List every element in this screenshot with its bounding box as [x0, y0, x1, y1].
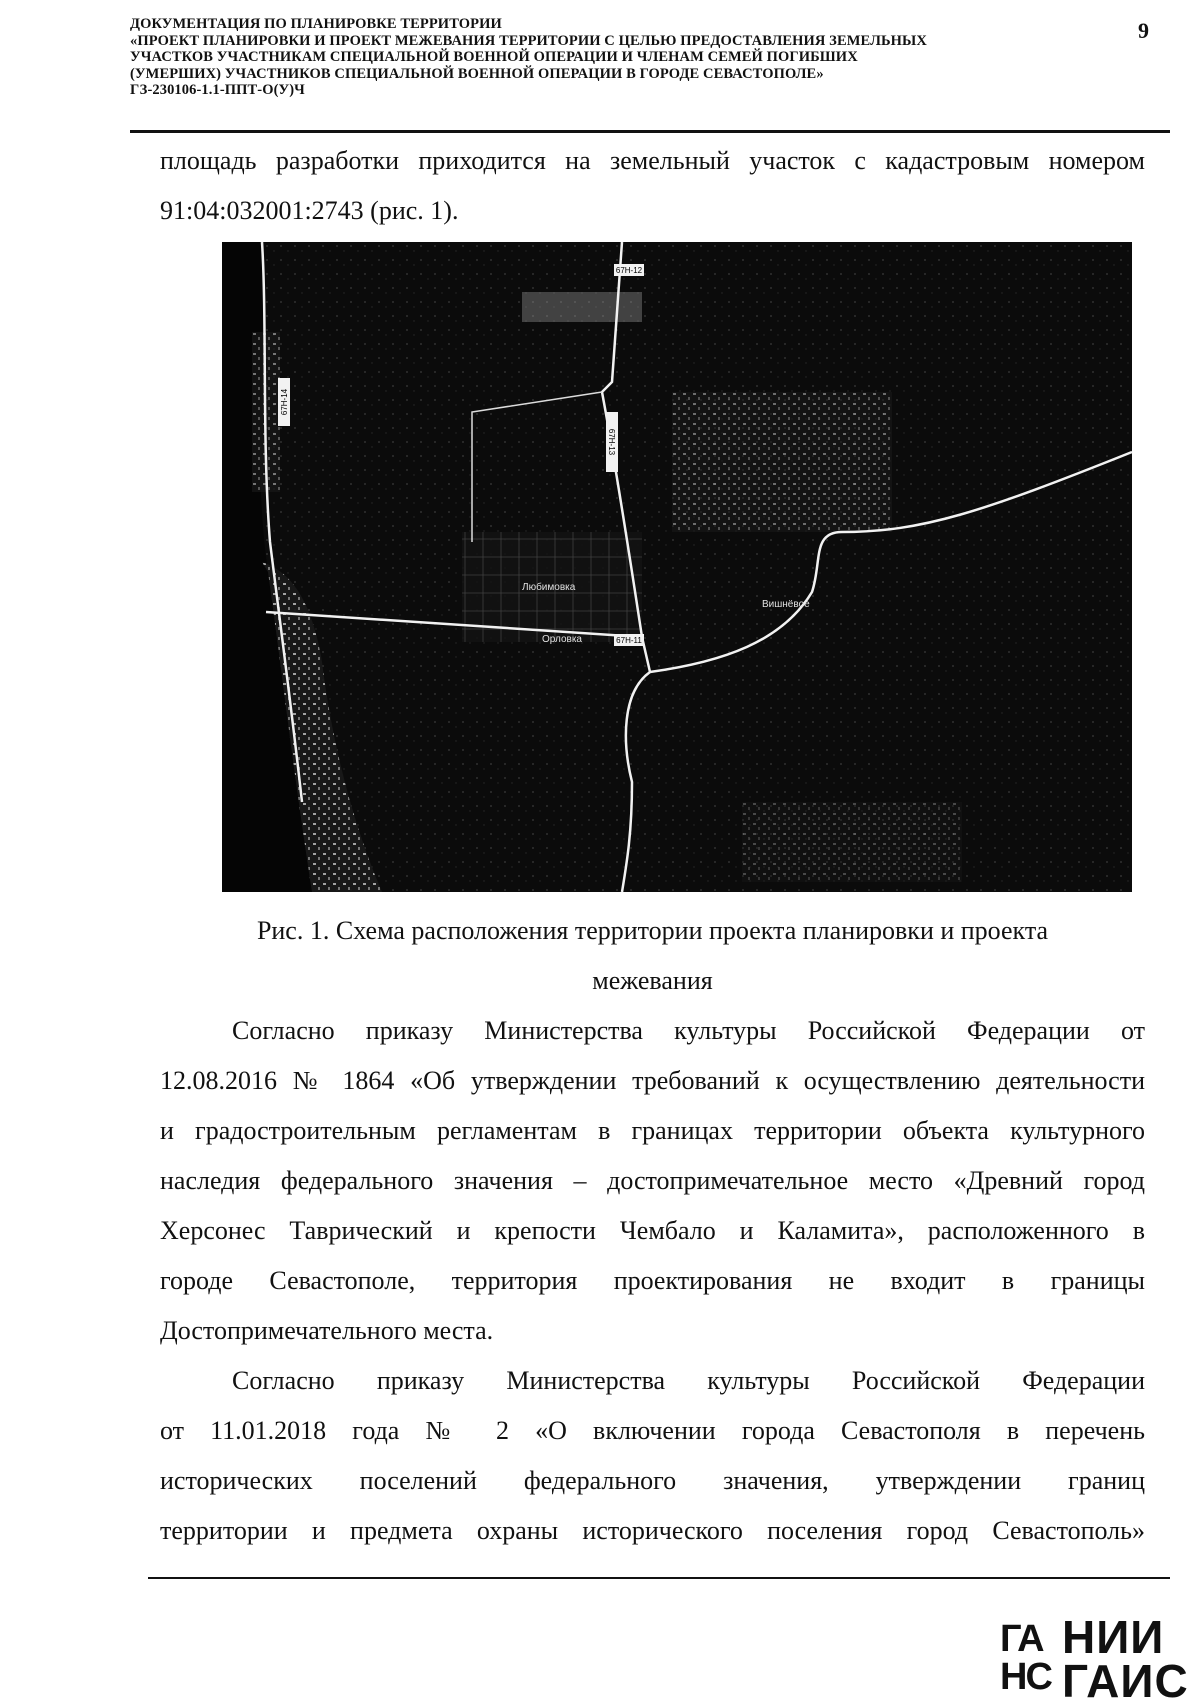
page-number: 9: [1138, 18, 1149, 43]
header-line: УЧАСТКОВ УЧАСТНИКАМ СПЕЦИАЛЬНОЙ ВОЕННОЙ ОПЕРАЦИИ И ЧЛЕНАМ СЕМЕЙ ПОГИБШИХ: [130, 49, 858, 65]
logo-text: НИИ: [1062, 1611, 1165, 1663]
location-map: [222, 242, 1132, 892]
road-label: 67Н-12: [615, 266, 643, 275]
text-line: площадь разработки приходится на земельный участок с кадастровым номером: [160, 146, 1145, 175]
text-line: и градостроительным регламентам в границах территории объекта культурного: [160, 1116, 1145, 1145]
text-line: территории и предмета охраны исторического поселения город Севастополь»: [160, 1516, 1145, 1545]
header-line: ГЗ-230106-1.1-ППТ-О(У)Ч: [130, 82, 305, 98]
text-line: Достопримечательного места.: [160, 1316, 494, 1345]
text-line: Согласно приказу Министерства культуры Российской Федерации от: [232, 1016, 1145, 1045]
map-field-patch: [522, 292, 642, 322]
company-logo: [1000, 1611, 1189, 1707]
map-urban-area-east: [672, 392, 892, 532]
figure-caption: [160, 906, 1145, 1006]
road-plate-67n11: [614, 634, 644, 646]
text-line: Согласно приказу Министерства культуры Российской Федерации: [232, 1366, 1145, 1395]
map-urban-area-south: [742, 802, 962, 882]
road-plate-67n14: [278, 378, 290, 426]
header-divider: [130, 130, 1170, 133]
header-line: ДОКУМЕНТАЦИЯ ПО ПЛАНИРОВКЕ ТЕРРИТОРИИ: [130, 16, 502, 32]
text-line: 12.08.2016 № 1864 «Об утверждении требований к осуществлению деятельности: [160, 1066, 1145, 1095]
logo-text: НС: [1000, 1656, 1051, 1698]
paragraph-2: [160, 1356, 1145, 1556]
header-line: (УМЕРШИХ) УЧАСТНИКОВ СПЕЦИАЛЬНОЙ ВОЕННОЙ ОПЕРАЦИИ В ГОРОДЕ СЕВАСТОПОЛЕ»: [130, 65, 824, 82]
caption-line: Рис. 1. Схема расположения территории проекта планировки и проекта: [256, 916, 1049, 945]
text-line: от 11.01.2018 года № 2 «О включении города Севастополя в перечень: [160, 1416, 1145, 1445]
logo-text: ГА: [1000, 1618, 1043, 1660]
road-plate-67n12: [614, 264, 644, 276]
road-label: 67Н-14: [280, 388, 289, 416]
caption-line: межевания: [592, 966, 713, 995]
village-label: Любимовка: [522, 582, 576, 593]
text-line: исторических поселений федерального значения, утверждении границ: [160, 1466, 1145, 1495]
logo-text: ГАИС: [1062, 1655, 1189, 1707]
header-line: «ПРОЕКТ ПЛАНИРОВКИ И ПРОЕКТ МЕЖЕВАНИЯ ТЕРРИТОРИИ С ЦЕЛЬЮ ПРЕДОСТАВЛЕНИЯ ЗЕМЕЛЬНЫХ: [130, 32, 927, 49]
text-line: Херсонес Таврический и крепости Чембало и Каламита», расположенного в: [160, 1216, 1145, 1245]
footer-divider: [148, 1577, 1170, 1579]
road-plate-67n13: [606, 412, 618, 472]
village-label: Орловка: [542, 634, 582, 645]
intro-paragraph: [160, 136, 1145, 236]
text-line: 91:04:032001:2743 (рис. 1).: [160, 196, 459, 225]
text-line: наследия федерального значения – достопримечательное место «Древний город: [160, 1166, 1145, 1195]
road-label: 67Н-11: [616, 636, 642, 645]
document-header: [130, 16, 1090, 99]
paragraph-1: [160, 1006, 1145, 1356]
text-line: городе Севастополе, территория проектирования не входит в границы: [160, 1266, 1145, 1295]
village-label: Вишнёвое: [762, 599, 810, 610]
road-label: 67Н-13: [607, 428, 616, 456]
map-terrain: [222, 242, 1132, 892]
